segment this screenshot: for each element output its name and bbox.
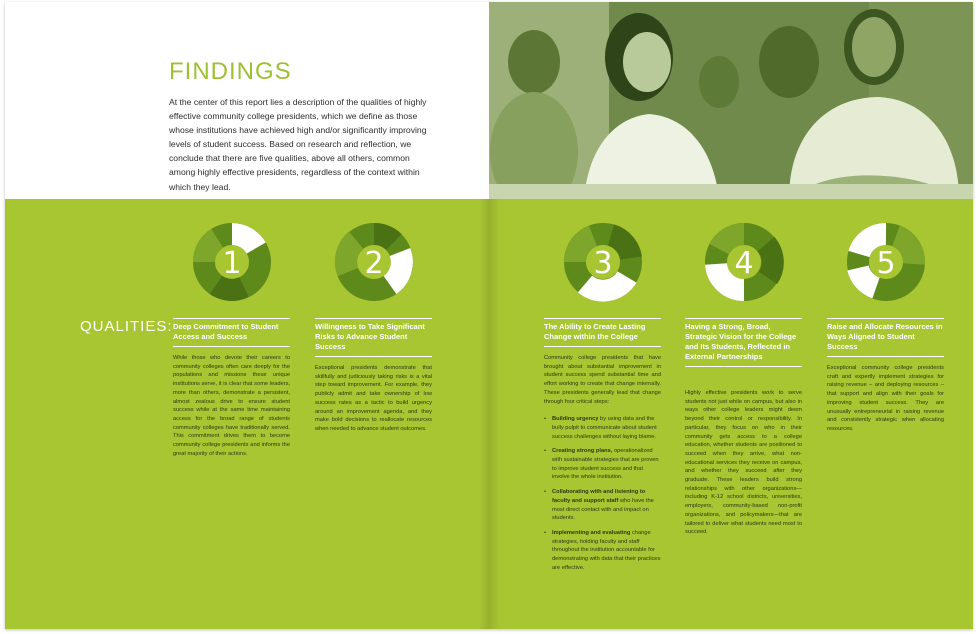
quality-title: Deep Commitment to Student Access and Success [173, 318, 290, 347]
quality-body: Highly effective presidents work to serve students not just while on campus, but also in ways other college leaders might deem beyond their control or responsibility. In particular, they focus on who in their community gets access to a college education, whether students are positioned to succeed when they arrive, what non-educational services they receive on campus, and whether they succeed after they graduate. These leaders build strong relationships with other organizations—including K-12 school districts, universities, employers, community-based non-profit organizations, and policymakers—that are tailored to deliver what students need most to succeed. [685, 390, 802, 536]
bullet-text: change strategies, holding faculty and staff throughout the institution accountable for demonstrating with data that their practices are effective. [552, 529, 661, 571]
bullet-lead: Collaborating with and listening to faculty and support staff [552, 489, 646, 504]
quality-title: Raise and Allocate Resources in Ways Aligned to Student Success [827, 318, 944, 357]
quality-number: 1 [221, 246, 242, 281]
steps-list [544, 415, 661, 572]
brochure-spread [5, 2, 973, 629]
donut-number-4-icon [704, 222, 784, 302]
right-page [489, 2, 973, 629]
list-item [544, 529, 661, 573]
list-item [544, 488, 661, 523]
donut-number-2-icon [334, 222, 414, 302]
qualities-label: QUALITIES: [80, 318, 173, 335]
quality-column-2 [315, 222, 432, 434]
quality-body: While those who devote their careers to community colleges often care deeply for the populations and missions these unique institutions serve, it is clear that some leaders, more than others, demonstrate a persistent, almost zealous drive to ensure student success while at the same time maintaining access for the broad range of students community colleges have traditionally served. This commitment drives them to become community college presidents and informs the great majority of their actions. [173, 355, 290, 457]
quality-body: Community college presidents that have brought about substantial improvement in student success spend substantial time and effort working to create that change internally. These presidents generally lead that change through four critical steps: [544, 355, 661, 405]
quality-number: 3 [592, 246, 613, 281]
quality-column-4 [685, 222, 802, 537]
quality-number: 5 [875, 246, 896, 281]
bullet-lead: Building urgency [552, 416, 599, 423]
bullet-text: who have the most direct contact with and impact on students. [552, 497, 654, 522]
donut-number-5-icon [846, 222, 926, 302]
bullet-text: by using data and the bully pulpit to communicate about student success challenges without laying blame. [552, 416, 657, 440]
bullet-text: operationalized with sustainable strategies that are proven to improve student success and that involve the whole institution. [552, 448, 659, 481]
quality-body: Exceptional community college presidents craft and expertly implement strategies for raising revenue – and deploying resources – that support and align with their goals for improving student success. They are unusually entrepreneurial in raising revenue and consistently strategic when allocating resources. [827, 365, 944, 432]
left-page [5, 2, 489, 629]
quality-column-3 [544, 222, 661, 578]
quality-number: 4 [733, 246, 754, 281]
quality-title: Willingness to Take Significant Risks to Advance Student Success [315, 318, 432, 357]
quality-title: The Ability to Create Lasting Change within the College [544, 318, 661, 347]
quality-column-5 [827, 222, 944, 434]
quality-body: Exceptional presidents demonstrate that skillfully and judiciously taking risks is a vital step toward improvement. For example, they publicly admit and take ownership of low success rates as a tactic to build urgency around an improvement agenda, and they make bold decisions to reallocate resources when needed to advance student outcomes. [315, 365, 432, 432]
quality-number: 2 [363, 246, 384, 281]
page-title: FINDINGS [169, 58, 292, 85]
list-item [544, 415, 661, 441]
quality-column-1 [173, 222, 290, 458]
donut-number-1-icon [192, 222, 272, 302]
students-photo-icon [489, 2, 973, 199]
list-item [544, 447, 661, 482]
bullet-lead: Creating strong plans, [552, 448, 613, 455]
bullet-lead: Implementing and evaluating [552, 529, 631, 536]
students-photo [489, 2, 973, 199]
intro-paragraph: At the center of this report lies a description of the qualities of highly effective community college presidents, which we define as those whose institutions have achieved high and/or significantly improving levels of student success. Based on research and reflection, we conclude that there are five qualities, above all others, common among highly effective presidents, regardless of the context within which they lead. [169, 97, 427, 192]
quality-title: Having a Strong, Broad, Strategic Vision for the College and Its Students, Reflected in External Partnerships [685, 318, 802, 367]
donut-number-3-icon [563, 222, 643, 302]
